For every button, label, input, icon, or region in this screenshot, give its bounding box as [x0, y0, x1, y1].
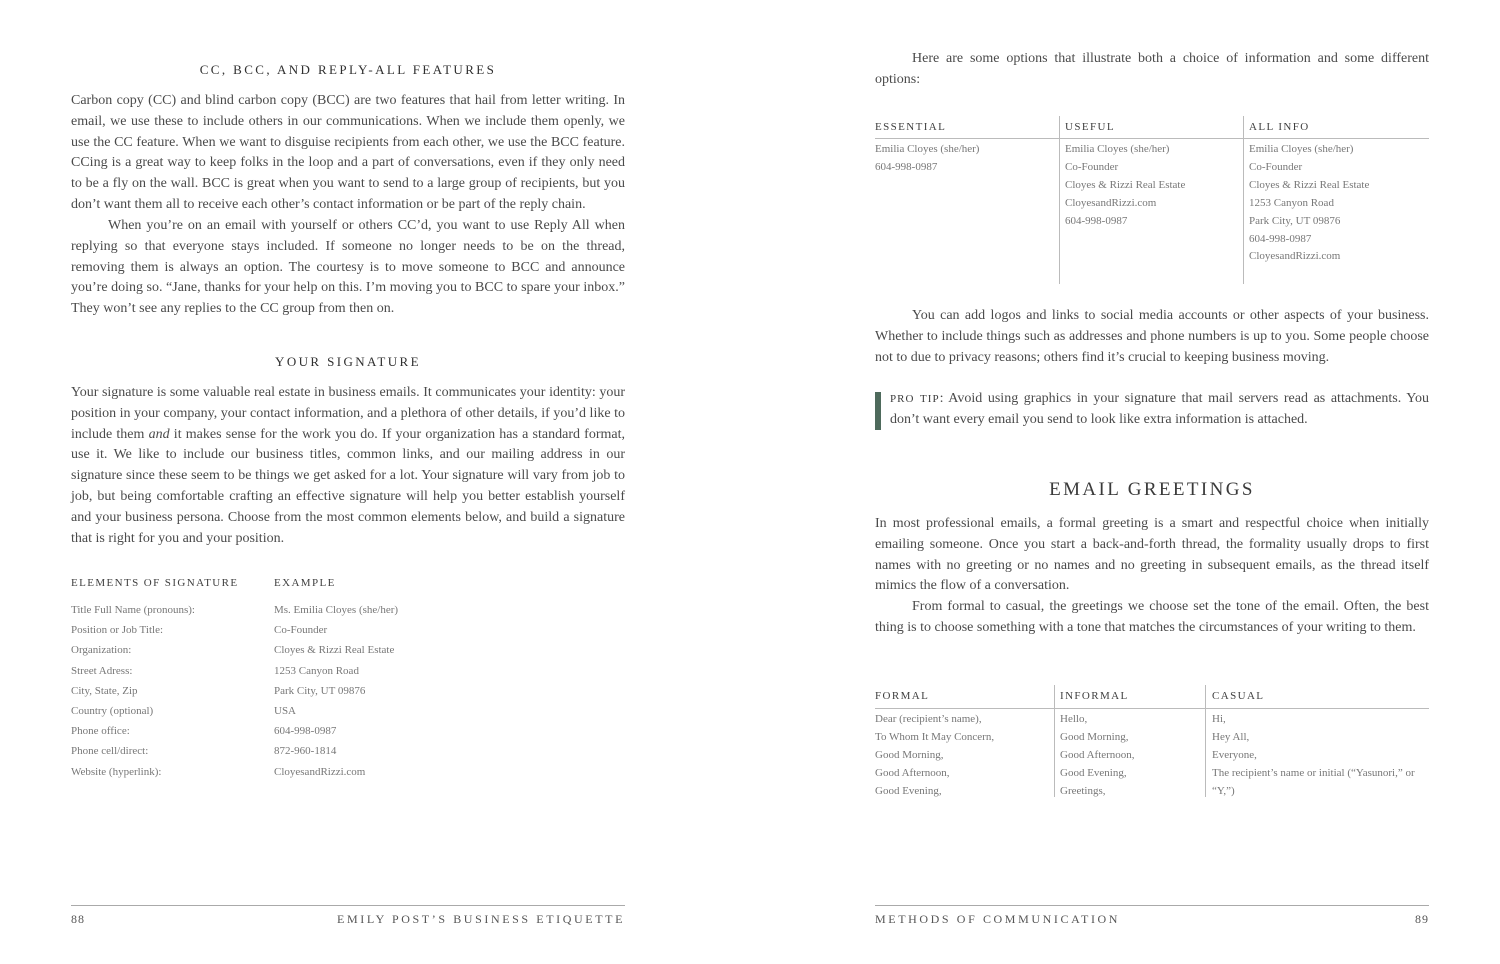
signature-element: Phone cell/direct: — [71, 745, 149, 758]
table-cell: “Y,”) — [1212, 784, 1235, 797]
signature-element: Position or Job Title: — [71, 624, 164, 637]
table-cell: Cloyes & Rizzi Real Estate — [1249, 178, 1370, 191]
greetings-column — [1060, 685, 1135, 801]
greetings-column — [1212, 685, 1415, 801]
column-header: FORMAL — [875, 690, 930, 702]
greetings-paragraph-2: From formal to casual, the greetings we choose set the tone of the email. Often, the best thing is to choose something with a tone that matches the circumstances of your writing to them. — [875, 599, 1429, 635]
column-header: ESSENTIAL — [875, 121, 947, 133]
table-cell: The recipient’s name or initial (“Yasunori,” or — [1212, 766, 1415, 779]
table-cell: Good Morning, — [875, 748, 944, 761]
email-greetings-heading: EMAIL GREETINGS — [1049, 479, 1255, 500]
table-cell: CloyesandRizzi.com — [1249, 250, 1341, 263]
footer-rule — [875, 905, 1429, 906]
signature-paragraph-text-a: Your signature is some valuable real estate in business emails. It communicates your identity: your position in your company, your contact information, and a plethora of other details, if you’d like to include them — [71, 385, 625, 442]
column-divider — [1205, 685, 1206, 797]
options-column — [1249, 116, 1369, 266]
table-cell: Hello, — [1060, 713, 1088, 725]
signature-example: CloyesandRizzi.com — [274, 765, 366, 778]
table-cell: To Whom It May Concern, — [875, 730, 995, 743]
table-cell: CloyesandRizzi.com — [1065, 196, 1157, 209]
table-cell: Dear (recipient’s name), — [875, 713, 982, 725]
table-cell: Hi, — [1212, 713, 1226, 725]
column-header: USEFUL — [1065, 121, 1115, 133]
footer-rule — [71, 905, 625, 906]
table-cell: Good Morning, — [1060, 730, 1129, 743]
pro-tip-body: : Avoid using graphics in your signature that mail servers read as attachments. You don’t want every email you send to look like extra information is attached. — [890, 391, 1429, 427]
column-header: INFORMAL — [1060, 690, 1129, 702]
pro-tip-accent-bar — [875, 392, 881, 430]
table-cell: Co-Founder — [1249, 160, 1303, 173]
table-cell: 604-998-0987 — [875, 160, 938, 173]
greetings-paragraph-1: In most professional emails, a formal greeting is a smart and respectful choice when initially emailing someone. Once you start a back-and-forth thread, the formality usually drops to first names with no greeting or no names and no greeting in subsequent emails, as the thread itself mimics the flow of a conversation. — [875, 516, 1429, 594]
signature-element: City, State, Zip — [71, 684, 138, 697]
signature-options-table — [875, 116, 1429, 284]
signature-element: Street Adress: — [71, 664, 133, 677]
table-row — [71, 745, 625, 765]
cc-bcc-paragraph-1: Carbon copy (CC) and blind carbon copy (BCC) are two features that hail from letter writing. In email, we use these to include others in our communications. When we include them openly, we use the CC feature. When we want to disguise recipients from each other, we use the BCC feature. CCing is a great way to keep folks in the loop and a part of conversations, even if they only need to be a fly on the wall. BCC is great when you want to send to a large group of recipients, but you don’t want them all to receive each other’s contact information or be part of the reply chain. — [71, 93, 625, 212]
pro-tip-label: PRO TIP — [890, 393, 940, 405]
signature-example: 1253 Canyon Road — [274, 664, 359, 677]
table-cell: Emilia Cloyes (she/her) — [1249, 143, 1354, 155]
column-divider — [1243, 116, 1244, 284]
signature-example: Ms. Emilia Cloyes (she/her) — [274, 604, 399, 616]
pro-tip-text — [890, 389, 1429, 431]
table-row — [71, 705, 625, 725]
signature-heading: YOUR SIGNATURE — [275, 354, 421, 369]
table-cell: Good Afternoon, — [1060, 748, 1135, 761]
signature-element: Phone office: — [71, 725, 130, 738]
table-row — [71, 604, 625, 624]
cc-bcc-heading: CC, BCC, AND REPLY-ALL FEATURES — [199, 62, 497, 77]
signature-element: Organization: — [71, 644, 132, 657]
table-cell: Hey All, — [1212, 730, 1250, 743]
table-cell: Park City, UT 09876 — [1249, 214, 1341, 227]
signature-paragraph-text-b: it makes sense for the work you do. If your organization has a standard format, use it. We like to include our business titles, common links, and our mailing address in our signature since these seem to be things we get asked for a lot. Your signature will vary from job to job, but being comfortable crafting an effective signature will help you better establish yourself and your business persona. Choose from the most common elements below, and build a signature that is right for you and your position. — [71, 426, 625, 546]
greetings-column — [875, 685, 994, 801]
signature-element: Title Full Name (pronouns): — [71, 604, 195, 616]
table-cell: Good Evening, — [875, 784, 942, 797]
pro-tip-callout — [875, 389, 1429, 431]
logos-paragraph: You can add logos and links to social media accounts or other aspects of your business. Whether to include things such as addresses and phone numbers is up to you. Some people choose not to due to privacy reasons; others find it’s crucial to keeping business moving. — [875, 308, 1429, 365]
signature-paragraph — [71, 383, 625, 549]
running-title: EMILY POST’S BUSINESS ETIQUETTE — [337, 912, 625, 926]
table-row — [71, 725, 625, 745]
table-row — [71, 644, 625, 664]
table-cell: Greetings, — [1060, 784, 1106, 797]
column-divider — [1059, 116, 1060, 284]
signature-paragraph-emphasis: and — [148, 426, 170, 442]
column-header-elements: ELEMENTS OF SIGNATURE — [71, 577, 239, 589]
table-cell: 604-998-0987 — [1249, 232, 1312, 245]
signature-example: Co-Founder — [274, 624, 328, 637]
page-number: 88 — [71, 912, 85, 926]
signature-example: Cloyes & Rizzi Real Estate — [274, 644, 395, 657]
options-intro: Here are some options that illustrate both a choice of information and some different options: — [875, 51, 1429, 87]
table-cell: 1253 Canyon Road — [1249, 196, 1334, 209]
greetings-table — [875, 685, 1429, 797]
column-header-example: EXAMPLE — [274, 577, 336, 589]
table-row — [71, 624, 625, 644]
signature-element: Website (hyperlink): — [71, 765, 162, 778]
table-row — [71, 685, 625, 705]
signature-element: Country (optional) — [71, 705, 154, 717]
right-page — [875, 0, 1429, 964]
column-divider — [1054, 685, 1055, 797]
table-cell: Emilia Cloyes (she/her) — [1065, 143, 1170, 155]
running-title: METHODS OF COMMUNICATION — [875, 912, 1121, 926]
table-cell: 604-998-0987 — [1065, 214, 1128, 227]
column-header: CASUAL — [1212, 690, 1265, 702]
column-header: ALL INFO — [1249, 121, 1310, 133]
left-page — [71, 0, 625, 964]
table-row — [71, 766, 625, 786]
table-cell: Emilia Cloyes (she/her) — [875, 143, 980, 155]
signature-example: 872-960-1814 — [274, 745, 337, 758]
table-cell: Cloyes & Rizzi Real Estate — [1065, 178, 1186, 191]
table-cell: Good Evening, — [1060, 766, 1127, 779]
signature-example: USA — [274, 705, 297, 717]
page-number: 89 — [1415, 912, 1429, 926]
options-column — [875, 116, 979, 177]
table-cell: Good Afternoon, — [875, 766, 950, 779]
cc-bcc-paragraph-2: When you’re on an email with yourself or others CC’d, you want to use Reply All when replying so that everyone stays included. If someone no longer needs to be on the thread, removing them is always an option. The courtesy is to move someone to BCC and announce you’re doing so. “Jane, thanks for your help on this. I’m moving you to BCC to spare your inbox.” They won’t see any replies to the CC group from then on. — [71, 218, 625, 317]
table-cell: Everyone, — [1212, 748, 1257, 761]
table-cell: Co-Founder — [1065, 160, 1119, 173]
options-column — [1065, 116, 1185, 231]
signature-example: 604-998-0987 — [274, 725, 337, 738]
signature-example: Park City, UT 09876 — [274, 684, 366, 697]
table-row — [71, 665, 625, 685]
